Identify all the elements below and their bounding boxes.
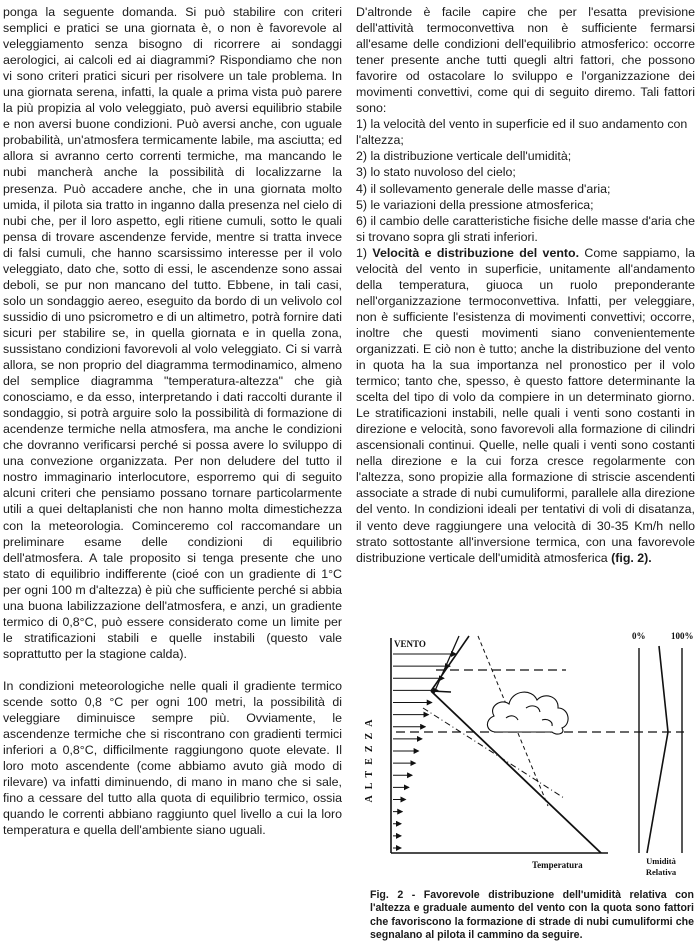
right-column: [356, 4, 695, 566]
figure-2-diagram: [356, 628, 696, 883]
factor-item-5: 5) le variazioni della pressione atmosferica;: [356, 197, 594, 212]
left-paragraph-2: In condizioni meteorologiche nelle quali il gradiente termico scende sotto 0,8 °C per ogni 100 metri, la possibilità di veleggiare diminuisce sempre più. Ovviamente, le ascendenze termiche che si riscontrano con gradienti termici inferiori a 0,8°C, difficilmente raggiungono quote elevate. Il loro moto ascendente (come abbiamo avuto già modo di rilevare) va infatti diminuendo, di mano in mano che si sale, fino a cessare del tutto alla quota di equilibrio termico, ossia quando le correnti abbiano raggiunto quel livello a cui la loro temperatura e quella dell'ambiente siano uguali.: [3, 678, 342, 838]
humidity-profile-line: [659, 646, 668, 732]
figure-reference: (fig. 2).: [611, 550, 652, 565]
right-intro: D'altronde è facile capire che per l'esatta previsione dell'attività termoconvettiva non è sufficiente fermarsi all'esame delle condizioni dell'equilibrio atmosferico: occorre tener presente anche tutti quegli altri fattori, che possono favorire od ostacolare lo sviluppo e l'organizzazione dei movimenti convettivi, come qui di seguito diremo. Tali fattori sono:: [356, 5, 695, 116]
temperature-curve-inversion: [431, 691, 451, 692]
factor-item-6: 6) il cambio delle caratteristiche fisiche delle masse d'aria che si trovano sopra gli strati inferiori.: [356, 213, 695, 244]
label-100-percent: 100%: [671, 631, 694, 641]
section-body: Come sappiamo, la velocità del vento in superficie, unitamente all'andamento della temperatura, giuoca un ruolo preponderante nell'organizzazione termoconvettiva. Infatti, per veleggiare, non è sufficiente l'esistenza di movimenti convettivi; occorre, inoltre che questi movimenti siano convenientemente organizzati. E ciò non è tutto; anche la distribuzione del vento in quota ha la sua importanza nel pronostico per il volo termico; tanto che, spesso, è questo fattore determinante la scelta del tipo di volo da compiere in un determinato giorno. Le stratificazioni instabili, nelle quali i venti sono costanti in direzione e velocità, sono favorevoli alla formazione di cilindri ascensionali continui. Quelle, nelle quali i venti sono costanti nella direzione e la cui forza cresce regolarmente con l'altezza, sono propizie alla formazione di striscie ascendenti associate a strade di nubi cumuliformi, parallele alla direzione del vento. In condizioni ideali per tentativi di voli di disatanza, il vento deve raggiungere una velocità di 30-35 Km/h nello strato sottostante all'inversione termica, con una favorevole distribuzione verticale dell'umidità atmosferica: [356, 245, 695, 565]
label-altezza: ALTEZZA: [364, 713, 375, 803]
left-paragraph-1: ponga la seguente domanda. Si può stabilire con criteri semplici e pratici se una giornata è, o non è favorevole al veleggiamento senza bisogno di ricorrere ai sondaggi aerologici, ai calcoli ed ai diagrammi? Rispondiamo che non vi sono criteri pratici sicuri per risolvere un tale problema. In una giornata serena, infatti, la quale a prima vista può parere la più propizia al volo veleggiato, può aversi equilibrio stabile e non aversi buone condizioni. Può aversi anche, con uguale probabilità, un'atmosfera termicamente labile, ma asciutta; ed allora si avranno certo correnti termiche, ma mancando le nubi mancherà anche la possibilità di localizzarne la presenza. Può accadere anche, che in una giornata molto umida, il pilota sia tratto in inganno dalla presenza nel cielo di nubi che, per il loro aspetto, egli ritiene cumuli, sotto le quali pensa di trovare ascendenze fervide, mentre si tratta invece di falsi cumuli, che hanno scarsissimo interesse per il volo veleggiato, dato che, sotto di essi, le ascendenze sono assai deboli, se pur non mancano del tutto. Ebbene, in tali casi, solo un sondaggio aereo, eseguito da bordo di un velivolo col sussidio di uno psicrometro e di un altimetro, potrà fornire dati sicuri per stabilire se, in quella giornata e in quella zona, sussistano condizioni favorevoli al volo veleggiato. Ci si varrà allora, se non proprio del diagramma termodinamico, almeno del semplice diagramma "temperatura-altezza" che già conosciamo, e da esso, interpretando i dati raccolti durante il sondaggio, si potrà arguire solo la possibilità di formazione di acendenze termiche nella atmosfera, ma anche le condizioni che dovranno verificarsi perché si possa avere lo sviluppo di una convezione organizzata. Per non deludere del tutto il nostro immaginario interlocutore, esporremo qui di seguito alcuni criteri che pensiamo possano tornare particolarmente utili a quei deltaplanisti che non hanno molta dimestichezza con la meteorologia. Cominceremo col raccomandare un preliminare esame delle condizioni di equilibrio dell'atmosfera. A tale proposito si tenga presente che uno stato di equilibrio indifferente (cioé con un gradiente di 1°C per ogni 100 m d'altezza) è più che sufficiente perché si abbia una buona labilizzazione dell'atmosfera, e anzi, un gradiente termico di 0,8°C, può essere considerato come un limite per le stratificazioni stabili e quelle instabili (questo vale soprattutto per la stagione calda).: [3, 5, 342, 661]
temperature-curve-upper: [431, 636, 469, 691]
label-0-percent: 0%: [632, 631, 646, 641]
wind-arrows: [393, 654, 456, 848]
factor-item-1: 1) la velocità del vento in superficie ed il suo andamento con l'altezza;: [356, 117, 688, 148]
label-relativa: Relativa: [645, 867, 677, 877]
wind-profile-line: [434, 636, 459, 693]
section-wind: [356, 245, 695, 566]
label-temperatura: Temperatura: [532, 860, 583, 870]
label-umidita: Umidità: [646, 856, 676, 866]
humidity-profile-lower: [647, 732, 668, 853]
factor-item-2: 2) la distribuzione verticale dell'umidità;: [356, 149, 572, 164]
factor-item-4: 4) il sollevamento generale delle masse d'aria;: [356, 181, 611, 196]
label-vento: VENTO: [394, 639, 426, 649]
section-title: Velocità e distribuzione del vento.: [372, 245, 580, 260]
factor-item-3: 3) lo stato nuvoloso del cielo;: [356, 165, 516, 180]
cumulus-cloud-icon: [487, 692, 568, 734]
left-column: [3, 4, 342, 838]
section-number: 1): [356, 245, 368, 260]
figure-caption: Fig. 2 - Favorevole distribuzione dell'umidità relativa con l'altezza e graduale aumento del vento con la quota sono fattori che favoriscono la formazione di strade di nubi cumuliformi che segnalano al pilota il cammino da seguire.: [370, 889, 694, 942]
